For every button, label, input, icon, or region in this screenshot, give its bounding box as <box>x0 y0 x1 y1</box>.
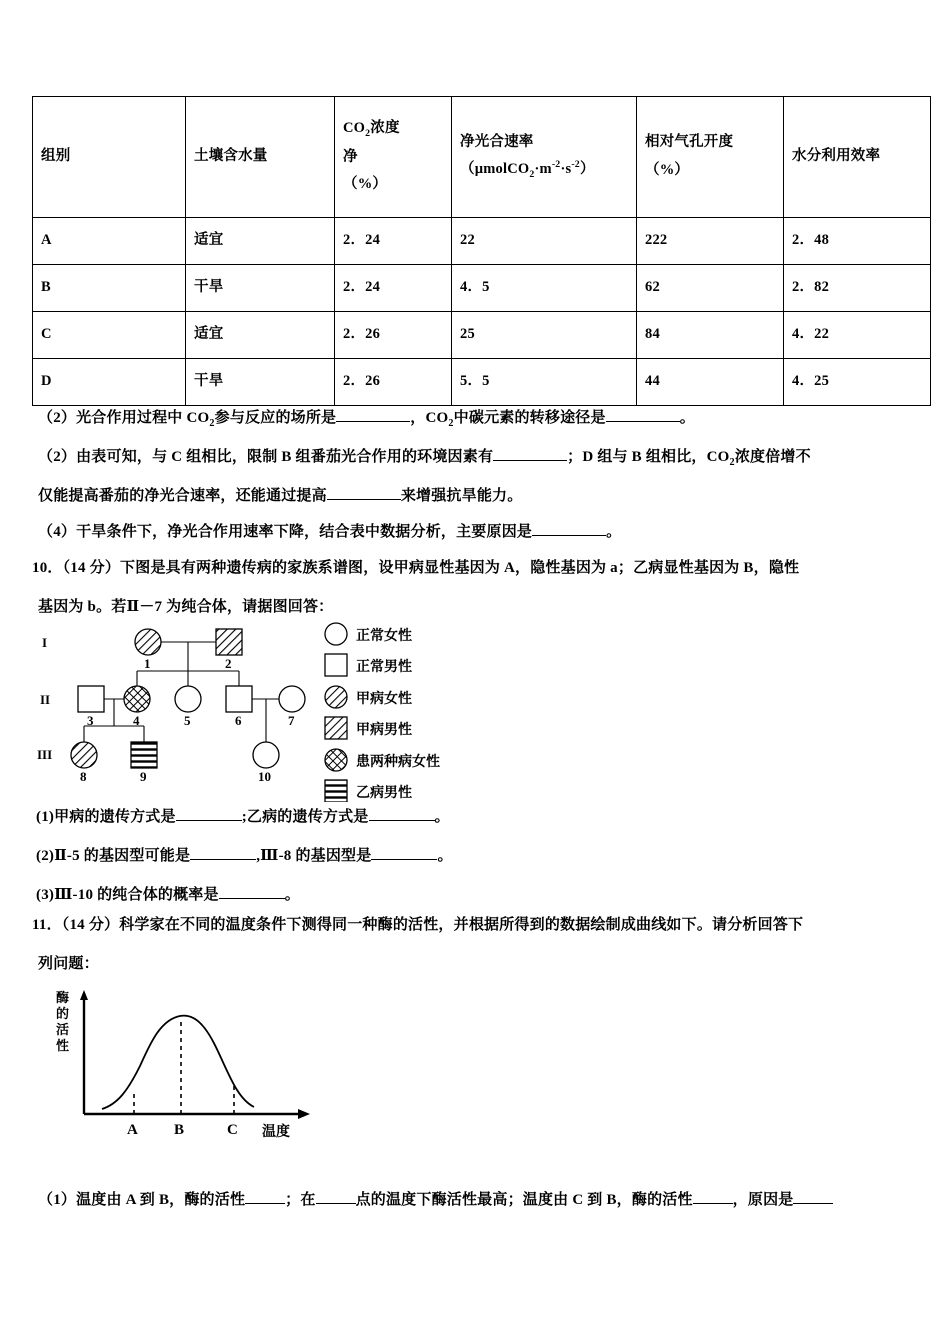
table-header-cell-stomatal-opening <box>637 97 784 218</box>
cell-net-photosynthesis: 5．5 <box>452 359 637 406</box>
cell-net-photosynthesis: 4．5 <box>452 265 637 312</box>
q10-2-part3: 。 <box>437 848 453 864</box>
header-line-co2: $CO_2$浓度 <box>343 120 400 140</box>
x-axis-arrow <box>298 1109 310 1119</box>
pedigree-label-4: 4 <box>133 713 140 728</box>
y-axis-label-char-2: 的 <box>56 1006 70 1021</box>
header-line-unit: $(\mu molCO_2\cdot m^{-2}\cdot s^{-2})$ <box>460 159 595 181</box>
q2a-part3: ，CO <box>410 410 449 426</box>
pedigree-label-9: 9 <box>140 769 147 784</box>
cell-net-photosynthesis: 25 <box>452 312 637 359</box>
question-4-text <box>38 521 621 544</box>
pedigree-individual-2[interactable] <box>216 629 242 655</box>
pedigree-label-2: 2 <box>225 656 232 671</box>
co2-subscript: 2 <box>448 418 454 429</box>
q2b-part4: 仅能提高番茄的净光合速率，还能通过提高 <box>38 488 327 504</box>
q2a-part4: 中碳元素的转移途径是 <box>453 410 606 426</box>
q11-1-part1: （1）温度由 A 到 B，酶的活性 <box>38 1192 246 1208</box>
answer-blank[interactable] <box>219 898 285 899</box>
cell-soil-water: 干旱 <box>186 359 335 406</box>
table-row <box>33 218 931 265</box>
answer-blank[interactable] <box>532 535 606 536</box>
answer-blank[interactable] <box>369 820 435 821</box>
header-line: 净 <box>343 148 358 165</box>
answer-blank[interactable] <box>336 421 410 422</box>
question-2b-line1 <box>38 446 811 470</box>
enzyme-curve-svg <box>44 986 344 1148</box>
question-10-2 <box>36 845 453 868</box>
table-row <box>33 265 931 312</box>
header-line: 水分利用效率 <box>792 148 881 165</box>
answer-blank[interactable] <box>693 1203 733 1204</box>
question-2a-text <box>38 407 695 431</box>
enzyme-activity-chart <box>44 986 344 1148</box>
pedigree-individual-4[interactable] <box>124 686 150 712</box>
header-line: （%） <box>645 162 690 178</box>
q11-1-part2: ；在 <box>285 1192 316 1208</box>
answer-blank[interactable] <box>493 460 567 461</box>
pedigree-chart <box>36 616 476 802</box>
table-row <box>33 359 931 406</box>
table-header-cell-soil-water <box>186 97 335 218</box>
legend-icon-both-disease-female <box>325 749 347 771</box>
q10-2-part2: ,Ⅲ-8 的基因型是 <box>256 848 372 864</box>
q4-part2: 。 <box>606 524 622 540</box>
y-axis-arrow <box>80 990 88 1000</box>
q2b-part1: （2）由表可知，与 C 组相比，限制 B 组番茄光合作用的环境因素有 <box>38 449 494 465</box>
x-tick-label-a: A <box>127 1122 138 1138</box>
table-row <box>33 312 931 359</box>
question-11-stem-line1: 11．（14 分）科学家在不同的温度条件下测得同一种酶的活性，并根据所得到的数据绘制成曲线如下。请分析回答下 <box>32 917 804 933</box>
legend-icon-disease-b-male <box>325 780 347 802</box>
cell-water-use-efficiency: 2．48 <box>784 218 931 265</box>
q10-3-part1: (3)Ⅲ-10 的纯合体的概率是 <box>36 887 219 903</box>
pedigree-svg <box>36 616 476 802</box>
generation-label-i: I <box>42 635 48 650</box>
pedigree-individual-5[interactable] <box>175 686 201 712</box>
question-11-1 <box>38 1189 833 1212</box>
question-10-stem-line2: 基因为 b。若Ⅱ－7 为纯合体，请据图回答： <box>38 599 334 615</box>
legend-label-1: 正常男性 <box>356 658 412 674</box>
q10-1-part2: ;乙病的遗传方式是 <box>241 809 369 825</box>
legend-icon-disease-a-male <box>325 717 347 739</box>
cell-co2: 2．24 <box>335 218 452 265</box>
pedigree-label-6: 6 <box>235 713 242 728</box>
q2a-part5: 。 <box>679 410 695 426</box>
pedigree-label-3: 3 <box>87 713 94 728</box>
pedigree-individual-1[interactable] <box>135 629 161 655</box>
table-header <box>33 97 931 218</box>
pedigree-label-7: 7 <box>288 713 295 728</box>
answer-blank[interactable] <box>245 1203 285 1204</box>
q2b-part5: 来增强抗旱能力。 <box>400 488 523 504</box>
cell-soil-water: 干旱 <box>186 265 335 312</box>
cell-water-use-efficiency: 4．22 <box>784 312 931 359</box>
cell-co2: 2．26 <box>335 312 452 359</box>
table-header-cell-group <box>33 97 186 218</box>
q11-1-part4: ，原因是 <box>732 1192 794 1208</box>
header-line: （%） <box>343 176 388 193</box>
pedigree-individual-3[interactable] <box>78 686 104 712</box>
cell-stomatal-opening: 84 <box>637 312 784 359</box>
x-tick-label-c: C <box>227 1122 238 1138</box>
q10-2-part1: (2)Ⅱ-5 的基因型可能是 <box>36 848 191 864</box>
answer-blank[interactable] <box>606 421 680 422</box>
pedigree-individual-10[interactable] <box>253 742 279 768</box>
cell-co2: 2．24 <box>335 265 452 312</box>
y-axis-label-char-1: 酶 <box>56 990 70 1005</box>
y-axis-label-char-3: 活 <box>56 1022 70 1037</box>
cell-soil-water: 适宜 <box>186 218 335 265</box>
pedigree-label-5: 5 <box>184 713 191 728</box>
pedigree-label-10: 10 <box>258 769 271 784</box>
answer-blank[interactable] <box>190 859 256 860</box>
table-header-cell-co2 <box>335 97 452 218</box>
header-line: 土壤含水量 <box>194 148 268 165</box>
legend-icon-normal-female <box>325 623 347 645</box>
co2-subscript: 2 <box>729 457 735 468</box>
question-11-stem-line2: 列问题： <box>38 956 99 972</box>
question-10-1 <box>36 806 450 829</box>
legend-label-2: 甲病女性 <box>356 690 412 706</box>
q2b-part2: ；D 组与 B 组相比，CO <box>567 449 730 465</box>
cell-net-photosynthesis: 22 <box>452 218 637 265</box>
cell-group: A <box>33 218 186 265</box>
pedigree-label-1: 1 <box>144 656 151 671</box>
cell-stomatal-opening: 62 <box>637 265 784 312</box>
header-line: 相对气孔开度 <box>645 134 734 151</box>
cell-group: C <box>33 312 186 359</box>
legend-label-3: 甲病男性 <box>356 721 412 737</box>
legend-icon-normal-male <box>325 654 347 676</box>
q10-1-part1: (1)甲病的遗传方式是 <box>36 809 176 825</box>
photosynthesis-data-table <box>32 96 931 406</box>
header-line: 净光合速率 <box>460 133 534 150</box>
table-header-cell-net-photosynthesis <box>452 97 637 218</box>
cell-stomatal-opening: 222 <box>637 218 784 265</box>
pedigree-individual-9[interactable] <box>131 742 157 768</box>
q4-part1: （4）干旱条件下，净光合作用速率下降，结合表中数据分析，主要原因是 <box>38 524 533 540</box>
cell-water-use-efficiency: 4．25 <box>784 359 931 406</box>
question-2b-line2 <box>38 485 522 508</box>
header-line: 组别 <box>41 148 71 165</box>
cell-group: B <box>33 265 186 312</box>
generation-label-ii: II <box>40 692 51 707</box>
pedigree-legend <box>325 623 440 802</box>
co2-subscript: 2 <box>209 418 215 429</box>
legend-label-4: 患两种病女性 <box>356 753 440 769</box>
table-header-row <box>33 97 931 218</box>
pedigree-individual-8[interactable] <box>71 742 97 768</box>
answer-blank[interactable] <box>176 820 242 821</box>
table-body <box>33 218 931 406</box>
q10-3-part2: 。 <box>284 887 300 903</box>
cell-co2: 2．26 <box>335 359 452 406</box>
cell-group: D <box>33 359 186 406</box>
pedigree-individual-7[interactable] <box>279 686 305 712</box>
question-10-3 <box>36 884 300 907</box>
q2a-part1: （2）光合作用过程中 CO <box>38 410 210 426</box>
answer-blank[interactable] <box>327 499 401 500</box>
q10-1-part3: 。 <box>434 809 450 825</box>
question-10-stem-line1: 10．（14 分）下图是具有两种遗传病的家族系谱图，设甲病显性基因为 A，隐性基因为 a；乙病显性基因为 B，隐性 <box>32 560 800 576</box>
q2a-part2: 参与反应的场所是 <box>214 410 337 426</box>
enzyme-activity-curve <box>102 1016 254 1109</box>
legend-label-5: 乙病男性 <box>356 784 412 800</box>
q2b-part3: 浓度倍增不 <box>734 449 811 465</box>
cell-water-use-efficiency: 2．82 <box>784 265 931 312</box>
pedigree-label-8: 8 <box>80 769 87 784</box>
pedigree-individual-6[interactable] <box>226 686 252 712</box>
x-tick-label-b: B <box>174 1122 185 1138</box>
legend-label-0: 正常女性 <box>356 627 412 643</box>
legend-icon-disease-a-female <box>325 686 347 708</box>
answer-blank[interactable] <box>371 859 437 860</box>
cell-soil-water: 适宜 <box>186 312 335 359</box>
generation-label-iii: III <box>37 747 53 762</box>
y-axis-label-char-4: 性 <box>56 1038 70 1053</box>
cell-stomatal-opening: 44 <box>637 359 784 406</box>
answer-blank[interactable] <box>316 1203 356 1204</box>
q11-1-part3: 点的温度下酶活性最高；温度由 C 到 B，酶的活性 <box>355 1192 693 1208</box>
answer-blank[interactable] <box>793 1203 833 1204</box>
table-header-cell-water-use-efficiency <box>784 97 931 218</box>
x-axis-label: 温度 <box>262 1123 290 1139</box>
